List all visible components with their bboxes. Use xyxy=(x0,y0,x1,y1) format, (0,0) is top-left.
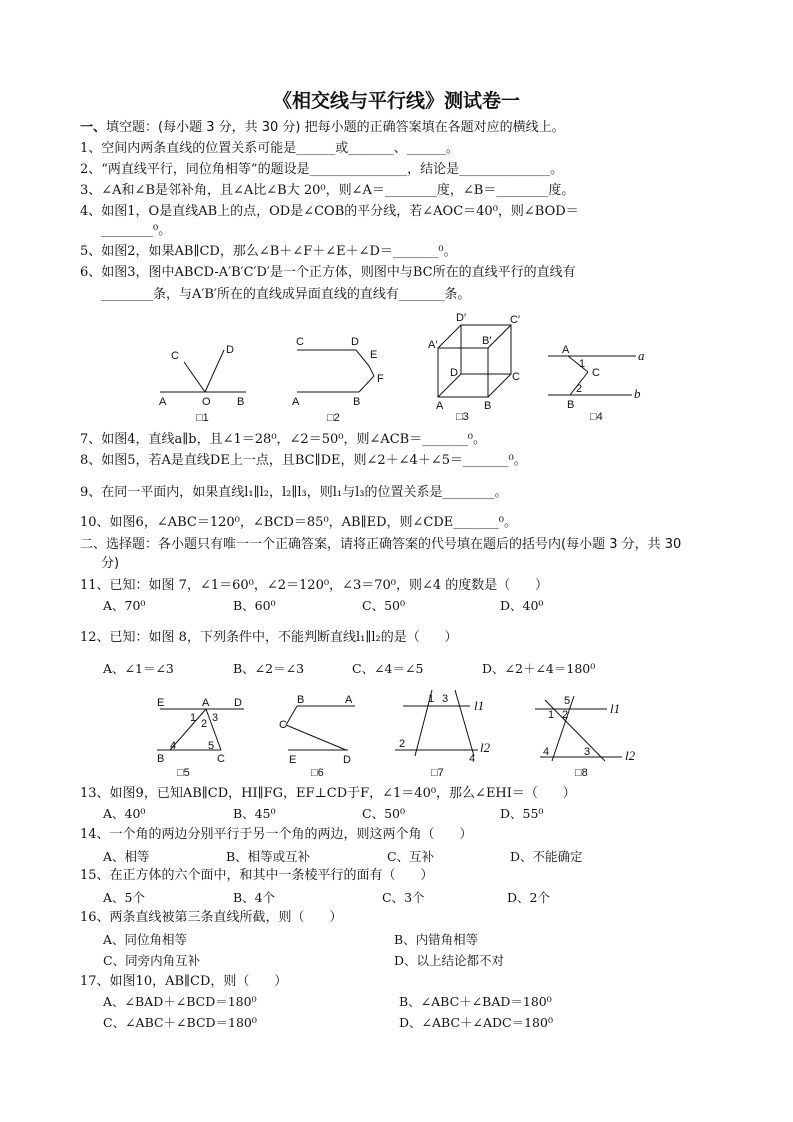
fig8-label-5: 5 xyxy=(564,695,571,707)
section1-prefix: 一、 xyxy=(80,120,107,135)
fig3-label-d: D xyxy=(450,367,458,379)
fig7-label-l1: l1 xyxy=(474,698,485,713)
question-7: 7、如图4，直线a∥b，且∠1＝28⁰，∠2＝50⁰，则∠ACB＝_______⁰。 xyxy=(80,432,486,447)
fig1-label-c: C xyxy=(171,350,179,362)
figure-3 xyxy=(428,312,520,423)
figure-6 xyxy=(279,694,355,779)
question-13: 13、如图9，已知AB∥CD，HI∥FG，EF⊥CD于F，∠1＝40⁰，那么∠EHI＝（ ） xyxy=(80,786,576,801)
fig6-caption: □6 xyxy=(311,767,324,779)
q15-option-c[interactable]: C、3个 xyxy=(382,890,425,905)
fig7-label-4: 4 xyxy=(469,753,476,765)
fig3-label-b: B xyxy=(484,400,492,412)
question-2: 2、“两直线平行，同位角相等”的题设是_______________，结论是______________。 xyxy=(80,162,564,177)
fig5-caption: □5 xyxy=(177,767,190,779)
question-1: 1、空间内两条直线的位置关系可能是______或_______、______。 xyxy=(80,141,459,156)
question-9: 9、在同一平面内，如果直线l₁∥l₂，l₂∥l₃，则l₁与l₃的位置关系是________。 xyxy=(80,485,508,500)
section1-header-text: 填空题：(每小题 3 分，共 30 分) 把每小题的正确答案填在各题对应的横线上。 xyxy=(106,120,565,135)
q13-option-b[interactable]: B、45⁰ xyxy=(233,806,276,821)
question-4: 4、如图1，O是直线AB上的点，OD是∠COB的平分线，若∠AOC＝40⁰，则∠BOD＝ xyxy=(80,204,579,219)
fig1-label-d: D xyxy=(226,344,234,356)
fig1-caption: □1 xyxy=(196,412,209,424)
question-11: 11、已知：如图 7，∠1＝60⁰，∠2＝120⁰，∠3＝70⁰，则∠4 的度数是（ ） xyxy=(80,578,549,593)
fig3-label-b-prime: B′ xyxy=(482,335,492,347)
fig2-label-e: E xyxy=(370,349,378,361)
figure-1 xyxy=(159,344,246,424)
fig5-label-e: E xyxy=(157,697,165,709)
fig2-label-b: B xyxy=(353,396,361,408)
fig7-label-3: 3 xyxy=(442,693,449,705)
fig7-caption: □7 xyxy=(431,767,444,779)
fig4-label-c: C xyxy=(592,367,600,379)
figures-row-1 xyxy=(0,308,793,428)
fig6-label-b: B xyxy=(297,694,305,706)
fig4-label-line-a: a xyxy=(638,348,645,363)
fig5-label-3: 3 xyxy=(212,712,219,724)
q14-option-d[interactable]: D、不能确定 xyxy=(510,849,583,864)
fig7-label-1: 1 xyxy=(428,693,435,705)
fig1-label-o: O xyxy=(202,396,211,408)
q14-option-b[interactable]: B、相等或互补 xyxy=(226,849,311,864)
q11-option-a[interactable]: A、70⁰ xyxy=(103,598,146,613)
fig6-label-d: D xyxy=(343,754,351,766)
section1-header xyxy=(80,120,565,136)
fig6-label-c: C xyxy=(279,719,287,731)
fig8-caption: □8 xyxy=(575,767,588,779)
fig4-caption: □4 xyxy=(590,411,603,423)
fig3-label-c: C xyxy=(512,371,520,383)
fig5-label-a: A xyxy=(202,697,210,709)
fig5-label-2: 2 xyxy=(201,718,208,730)
q11-option-d[interactable]: D、40⁰ xyxy=(500,598,544,613)
fig5-label-4: 4 xyxy=(170,740,177,752)
fig1-label-b: B xyxy=(237,396,245,408)
q16-option-b[interactable]: B、内错角相等 xyxy=(394,932,479,947)
section2-header: 二、选择题：各小题只有唯一一个正确答案，请将正确答案的代号填在题后的括号内(每小题 3 分，共 30 xyxy=(80,537,682,552)
question-6-cont: ________条，与A′B′所在的直线成异面直线的直线有_______条。 xyxy=(101,287,471,302)
fig5-label-d: D xyxy=(234,697,242,709)
question-3: 3、∠A和∠B是邻补角，且∠A比∠B大 20⁰，则∠A＝________度，∠B＝________度。 xyxy=(80,183,575,198)
fig2-label-c: C xyxy=(296,336,304,348)
fig4-label-b: B xyxy=(567,399,575,411)
fig8-label-4: 4 xyxy=(543,746,550,758)
fig8-label-1: 1 xyxy=(548,709,555,721)
q14-option-a[interactable]: A、相等 xyxy=(103,849,150,864)
question-14: 14、一个角的两边分别平行于另一个角的两边，则这两个角（ ） xyxy=(80,827,473,842)
fig1-label-a: A xyxy=(159,396,167,408)
fig7-label-l2: l2 xyxy=(480,740,491,755)
q12-option-d[interactable]: D、∠2＋∠4＝180⁰ xyxy=(482,661,596,676)
fig2-label-f: F xyxy=(377,373,384,385)
fig3-label-c-prime: C′ xyxy=(510,314,521,326)
question-16: 16、两条直线被第三条直线所截，则（ ） xyxy=(80,910,343,925)
fig6-label-e: E xyxy=(289,754,297,766)
figures-row-2 xyxy=(0,686,793,784)
q12-option-b[interactable]: B、∠2＝∠3 xyxy=(233,661,305,676)
question-4-cont: ________⁰。 xyxy=(101,223,172,238)
fig3-label-a: A xyxy=(436,400,444,412)
q16-option-c[interactable]: C、同旁内角互补 xyxy=(103,953,201,968)
question-12: 12、已知：如图 8，下列条件中，不能判断直线l₁∥l₂的是（ ） xyxy=(80,630,458,645)
fig4-label-a-point: A xyxy=(562,344,570,356)
q16-option-a[interactable]: A、同位角相等 xyxy=(103,932,188,947)
q14-option-c[interactable]: C、互补 xyxy=(387,849,435,864)
q15-option-a[interactable]: A、5个 xyxy=(103,890,145,905)
fig3-label-a-prime: A′ xyxy=(428,339,438,351)
q13-option-a[interactable]: A、40⁰ xyxy=(103,806,146,821)
figure-5 xyxy=(157,697,244,779)
fig5-label-b: B xyxy=(157,753,165,765)
figure-8 xyxy=(535,695,636,779)
fig6-label-a: A xyxy=(345,694,353,706)
q11-option-c[interactable]: C、50⁰ xyxy=(362,598,405,613)
fig3-caption: □3 xyxy=(456,411,469,423)
page-title: 《相交线与平行线》测试卷一 xyxy=(272,90,520,112)
fig8-label-2: 2 xyxy=(562,709,569,721)
section2-header-cont: 分) xyxy=(101,556,120,571)
question-10: 10、如图6，∠ABC＝120⁰，∠BCD＝85⁰，AB∥ED，则∠CDE_______⁰。 xyxy=(80,515,517,530)
fig2-label-a: A xyxy=(292,396,300,408)
fig8-label-3: 3 xyxy=(584,746,591,758)
q17-option-c[interactable]: C、∠ABC＋∠BCD＝180⁰ xyxy=(103,1015,257,1030)
q16-option-d[interactable]: D、以上结论都不对 xyxy=(394,953,505,968)
fig8-label-l1: l1 xyxy=(610,701,621,716)
figure-2 xyxy=(292,336,384,424)
q17-option-a[interactable]: A、∠BAD＋∠BCD＝180⁰ xyxy=(103,994,257,1009)
q11-option-b[interactable]: B、60⁰ xyxy=(233,598,276,613)
q12-option-c[interactable]: C、∠4＝∠5 xyxy=(352,661,424,676)
fig4-label-angle-1: 1 xyxy=(579,358,586,370)
question-8: 8、如图5，若A是直线DE上一点，且BC∥DE，则∠2＋∠4＋∠5＝_______⁰。 xyxy=(80,453,527,468)
fig7-label-2: 2 xyxy=(399,738,406,750)
q13-option-d[interactable]: D、55⁰ xyxy=(500,806,544,821)
fig3-label-d-prime: D′ xyxy=(456,312,467,324)
q13-option-c[interactable]: C、50⁰ xyxy=(362,806,405,821)
q15-option-d[interactable]: D、2个 xyxy=(507,890,550,905)
fig2-label-d: D xyxy=(351,336,359,348)
figure-4 xyxy=(548,344,645,423)
q17-option-d[interactable]: D、∠ABC＋∠ADC＝180⁰ xyxy=(399,1015,553,1030)
q17-option-b[interactable]: B、∠ABC＋∠BAD＝180⁰ xyxy=(399,994,552,1009)
figure-7 xyxy=(395,690,491,779)
fig8-label-l2: l2 xyxy=(625,748,636,763)
fig4-label-angle-2: 2 xyxy=(576,383,583,395)
fig5-label-c: C xyxy=(217,753,225,765)
q12-option-a[interactable]: A、∠1＝∠3 xyxy=(103,661,174,676)
question-6: 6、如图3，图中ABCD-A′B′C′D′是一个正方体，则图中与BC所在的直线平行的直线有 xyxy=(80,265,576,280)
question-17: 17、如图10，AB∥CD，则（ ） xyxy=(80,974,288,989)
fig5-label-5: 5 xyxy=(208,740,215,752)
fig4-label-line-b: b xyxy=(634,386,641,401)
question-5: 5、如图2，如果AB∥CD，那么∠B＋∠F＋∠E＋∠D＝_______⁰。 xyxy=(80,244,457,259)
fig2-caption: □2 xyxy=(327,412,340,424)
question-15: 15、在正方体的六个面中，和其中一条棱平行的面有（ ） xyxy=(80,868,434,883)
q15-option-b[interactable]: B、4个 xyxy=(233,890,276,905)
fig5-label-1: 1 xyxy=(190,712,197,724)
